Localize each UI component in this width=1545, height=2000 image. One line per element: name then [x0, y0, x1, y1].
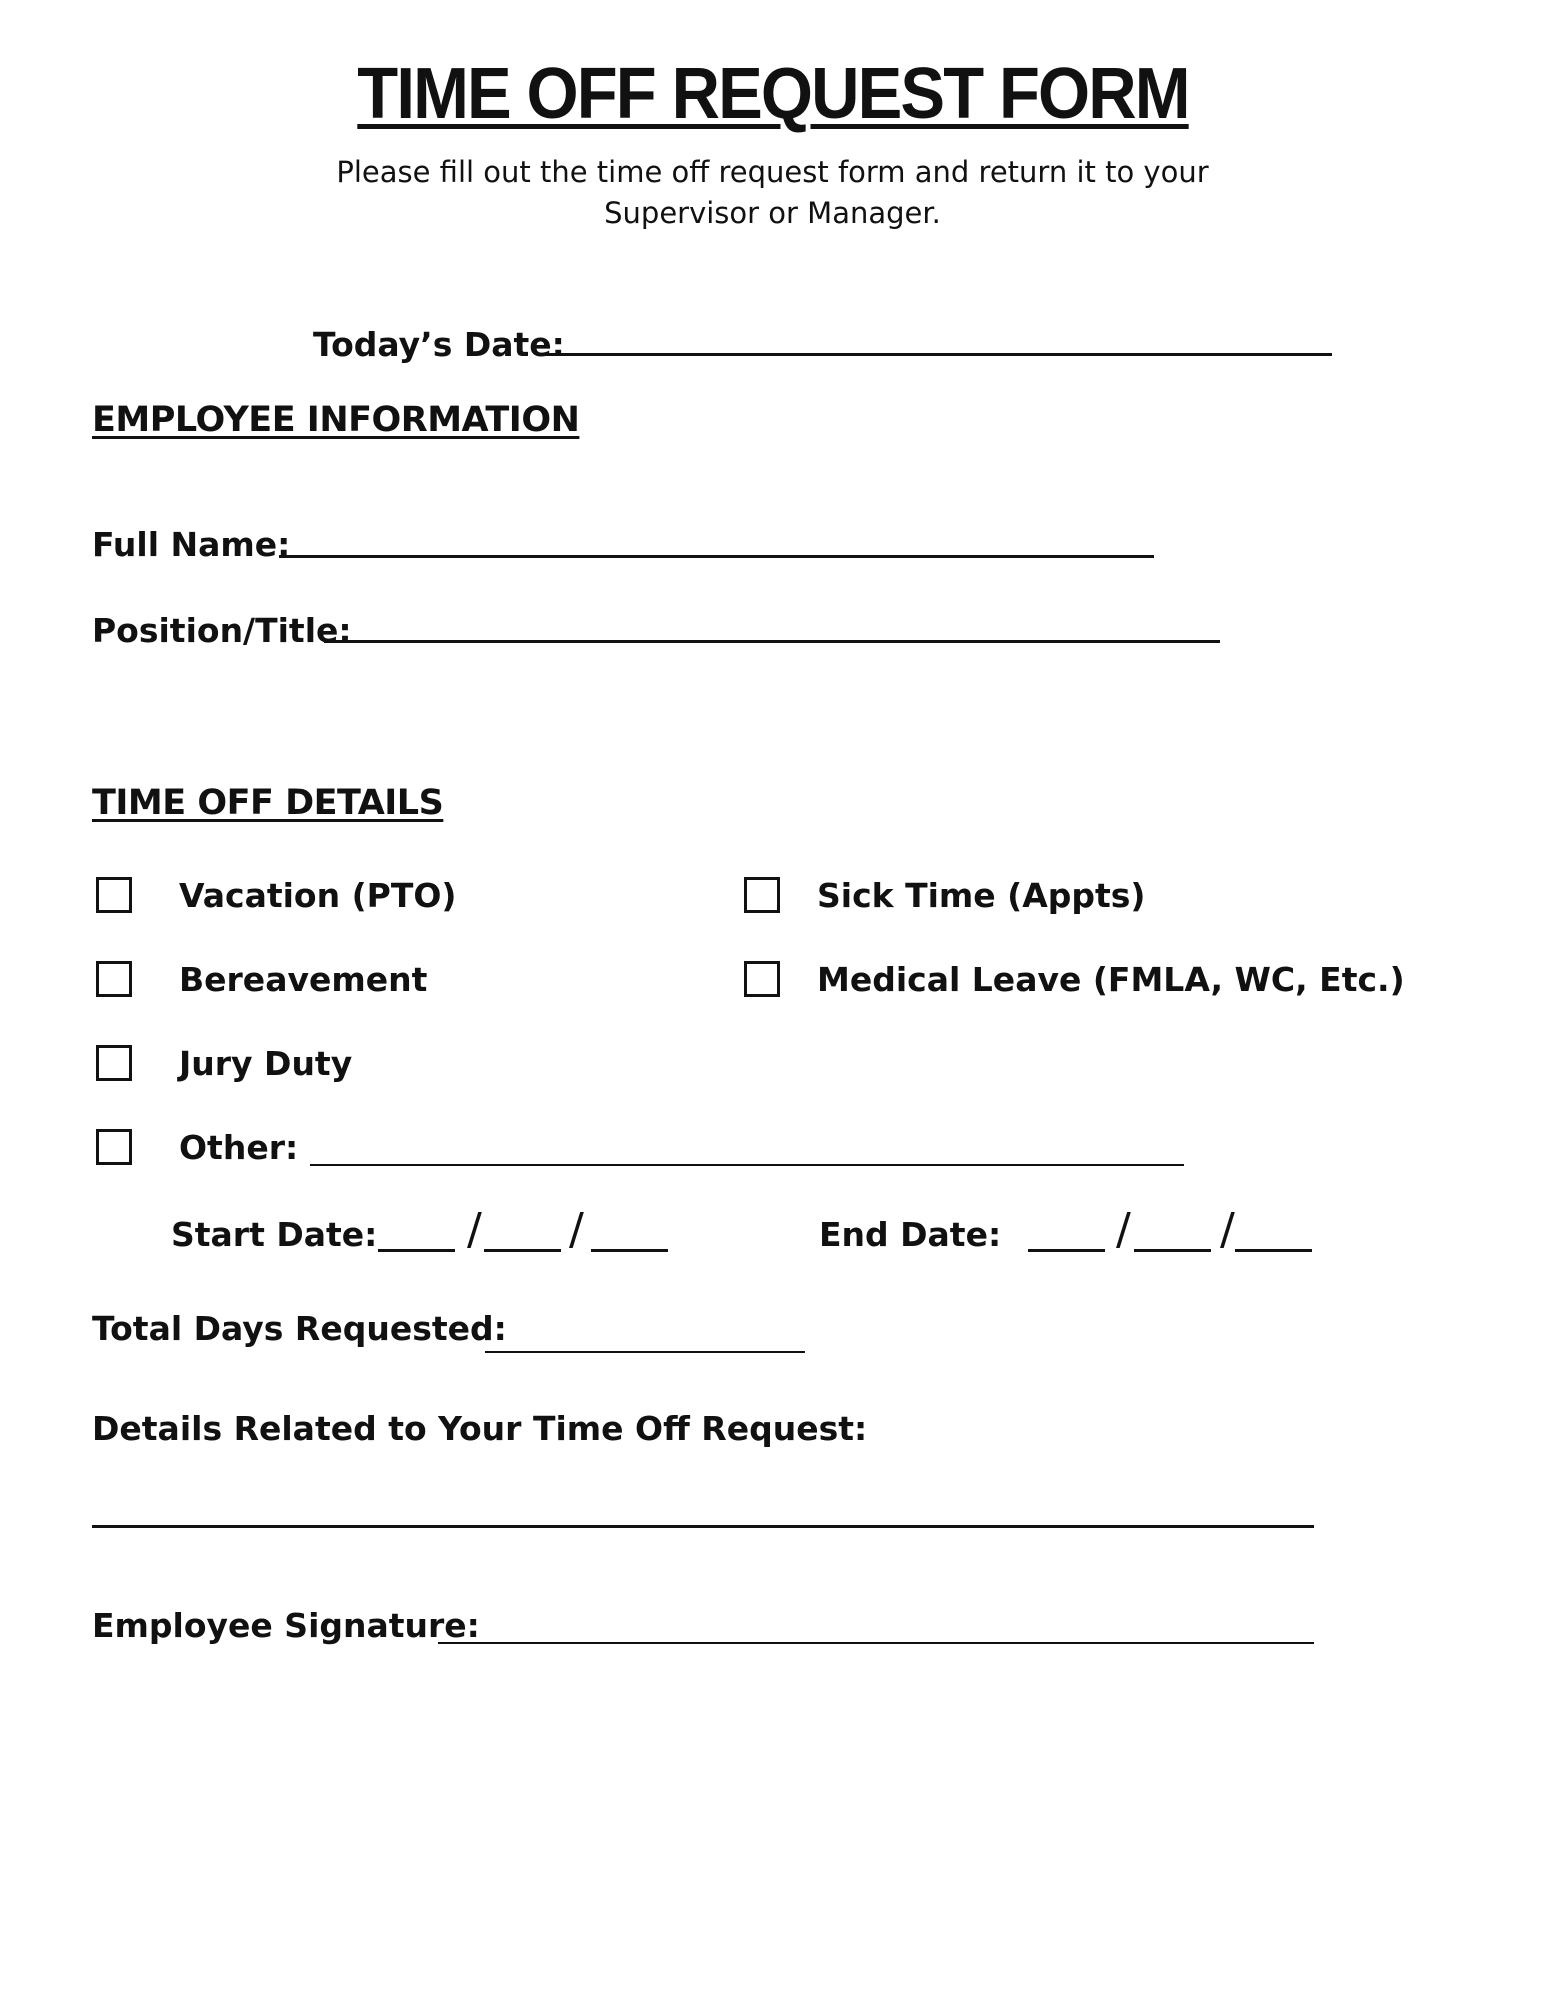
start-date-day-field[interactable]	[484, 1249, 561, 1252]
form-instructions	[0, 152, 1545, 234]
end-date-label: End Date:	[819, 1215, 1002, 1254]
start-date-separator-1: /	[467, 1204, 482, 1255]
medical-leave-label: Medical Leave (FMLA, WC, Etc.)	[817, 960, 1405, 999]
end-date-day-field[interactable]	[1134, 1249, 1211, 1252]
vacation-checkbox[interactable]	[96, 877, 132, 913]
employee-signature-label: Employee Signature:	[92, 1606, 480, 1645]
time-off-details-heading: TIME OFF DETAILS	[92, 783, 444, 823]
details-field[interactable]	[92, 1525, 1314, 1528]
total-days-field[interactable]	[485, 1351, 805, 1353]
form-title: TIME OFF REQUEST FORM	[356, 54, 1189, 134]
instructions-line-2: Supervisor or Manager.	[604, 196, 941, 230]
position-title-field[interactable]	[324, 640, 1220, 643]
instructions-line-1: Please fill out the time off request form and return it to your	[336, 155, 1209, 189]
total-days-label: Total Days Requested:	[92, 1309, 507, 1348]
bereavement-label: Bereavement	[179, 960, 428, 999]
full-name-label: Full Name:	[92, 525, 291, 564]
medical-leave-checkbox[interactable]	[744, 961, 780, 997]
details-label: Details Related to Your Time Off Request:	[92, 1409, 868, 1448]
bereavement-checkbox[interactable]	[96, 961, 132, 997]
vacation-label: Vacation (PTO)	[179, 876, 457, 915]
todays-date-label: Today’s Date:	[313, 325, 565, 364]
position-title-label: Position/Title:	[92, 611, 352, 650]
jury-duty-checkbox[interactable]	[96, 1045, 132, 1081]
other-description-field[interactable]	[310, 1164, 1184, 1166]
end-date-year-field[interactable]	[1235, 1249, 1312, 1252]
start-date-month-field[interactable]	[378, 1249, 455, 1252]
employee-information-heading: EMPLOYEE INFORMATION	[92, 400, 580, 440]
other-label: Other:	[179, 1128, 299, 1167]
end-date-separator-1: /	[1116, 1204, 1131, 1255]
jury-duty-label: Jury Duty	[179, 1044, 353, 1083]
start-date-separator-2: /	[569, 1204, 584, 1255]
todays-date-field[interactable]	[545, 353, 1332, 356]
end-date-month-field[interactable]	[1028, 1249, 1105, 1252]
employee-signature-field[interactable]	[438, 1642, 1314, 1644]
start-date-label: Start Date:	[171, 1215, 378, 1254]
start-date-year-field[interactable]	[591, 1249, 668, 1252]
full-name-field[interactable]	[279, 555, 1154, 558]
other-checkbox[interactable]	[96, 1129, 132, 1165]
sick-time-label: Sick Time (Appts)	[817, 876, 1146, 915]
end-date-separator-2: /	[1220, 1204, 1235, 1255]
sick-time-checkbox[interactable]	[744, 877, 780, 913]
